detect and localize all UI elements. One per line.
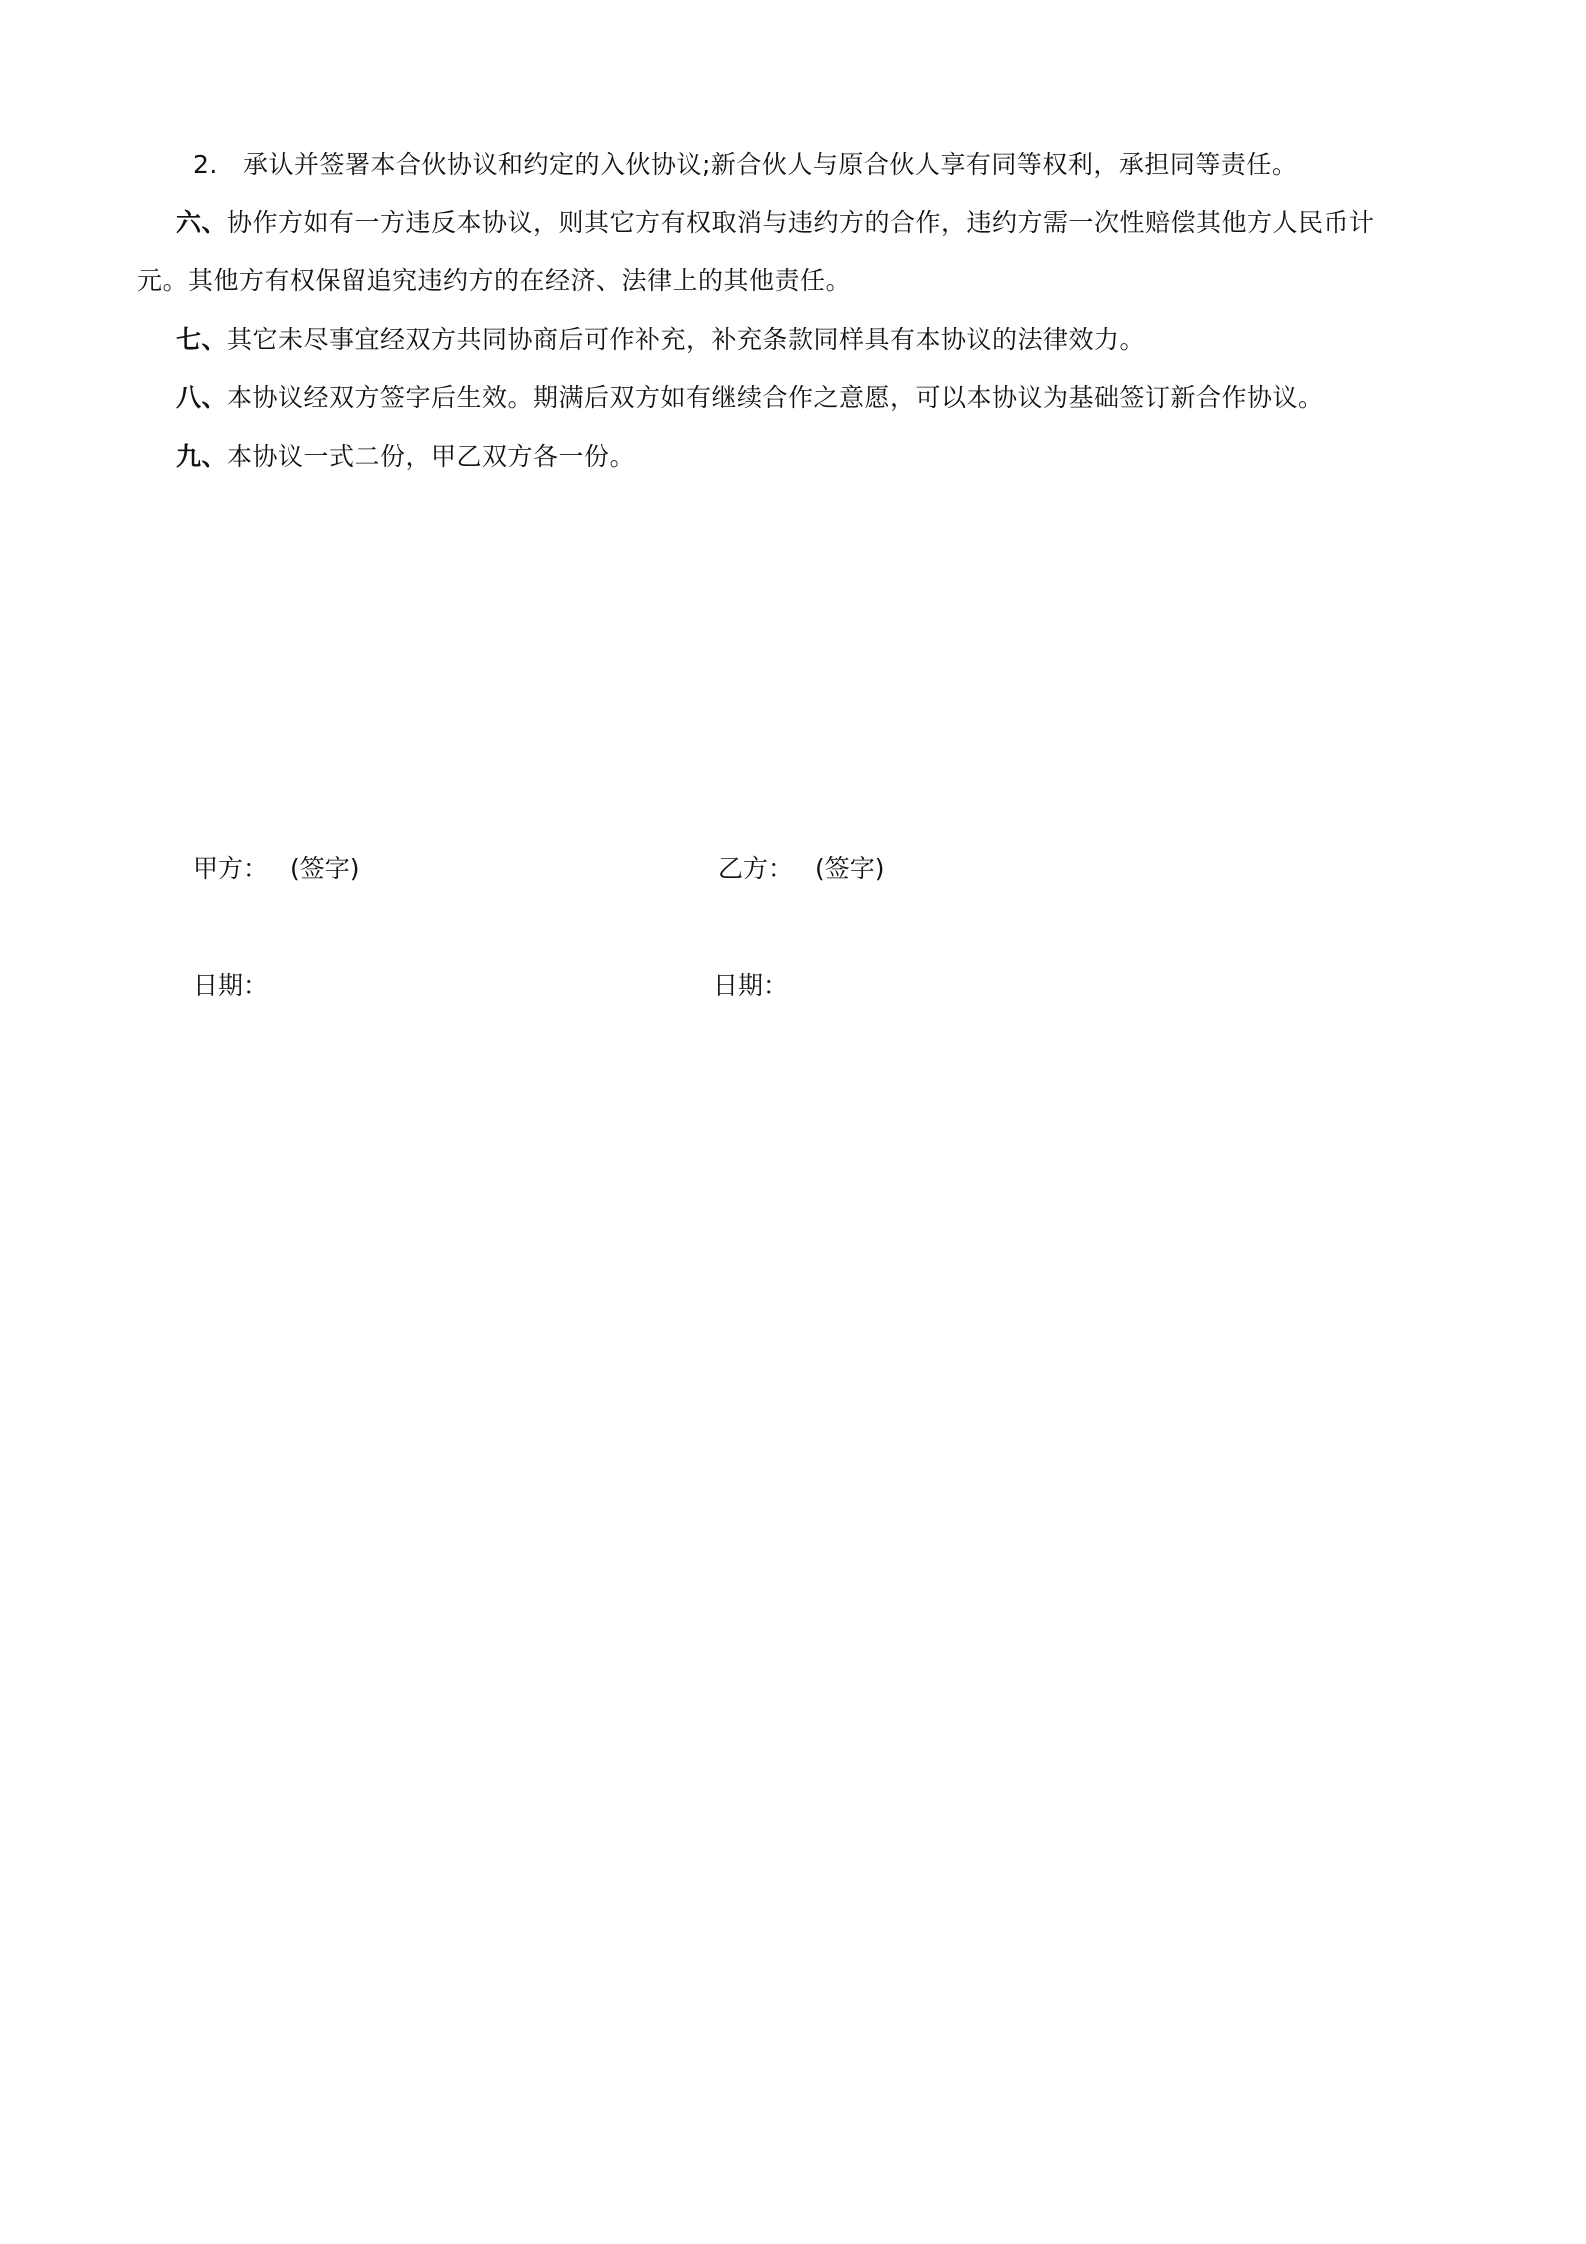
clause-8-heading: 八、	[176, 383, 228, 412]
party-b-date-label: 日期：	[713, 971, 789, 1000]
clause-9	[176, 440, 635, 474]
clause-item-2	[193, 148, 1297, 182]
party-b-signature-note: (签字)	[815, 854, 885, 883]
clause-8-text: 本协议经双方签字后生效。期满后双方如有继续合作之意愿，可以本协议为基础签订新合作协议。	[227, 383, 1324, 412]
party-b-label: 乙方：	[718, 854, 794, 883]
clause-7	[176, 323, 1145, 357]
clause-6-text: 协作方如有一方违反本协议，则其它方有权取消与违约方的合作，违约方需一次性赔偿其他方人民币计	[227, 208, 1375, 237]
item-text: 承认并签署本合伙协议和约定的入伙协议;新合伙人与原合伙人享有同等权利，承担同等责任。	[243, 150, 1298, 179]
party-a-date-label: 日期：	[193, 971, 269, 1000]
item-number: 2.	[193, 150, 218, 179]
clause-7-text: 其它未尽事宜经双方共同协商后可作补充，补充条款同样具有本协议的法律效力。	[227, 325, 1146, 354]
clause-6-line-1	[176, 206, 1375, 240]
clause-8	[176, 381, 1324, 415]
clause-6-line-2: 元。其他方有权保留追究违约方的在经济、法律上的其他责任。	[137, 266, 852, 295]
clause-9-heading: 九、	[176, 442, 228, 471]
party-a-signature-note: (签字)	[290, 854, 360, 883]
clause-9-text: 本协议一式二份，甲乙双方各一份。	[227, 442, 636, 471]
clause-6-heading: 六、	[176, 208, 228, 237]
clause-7-heading: 七、	[176, 325, 228, 354]
party-a-label: 甲方：	[193, 854, 269, 883]
